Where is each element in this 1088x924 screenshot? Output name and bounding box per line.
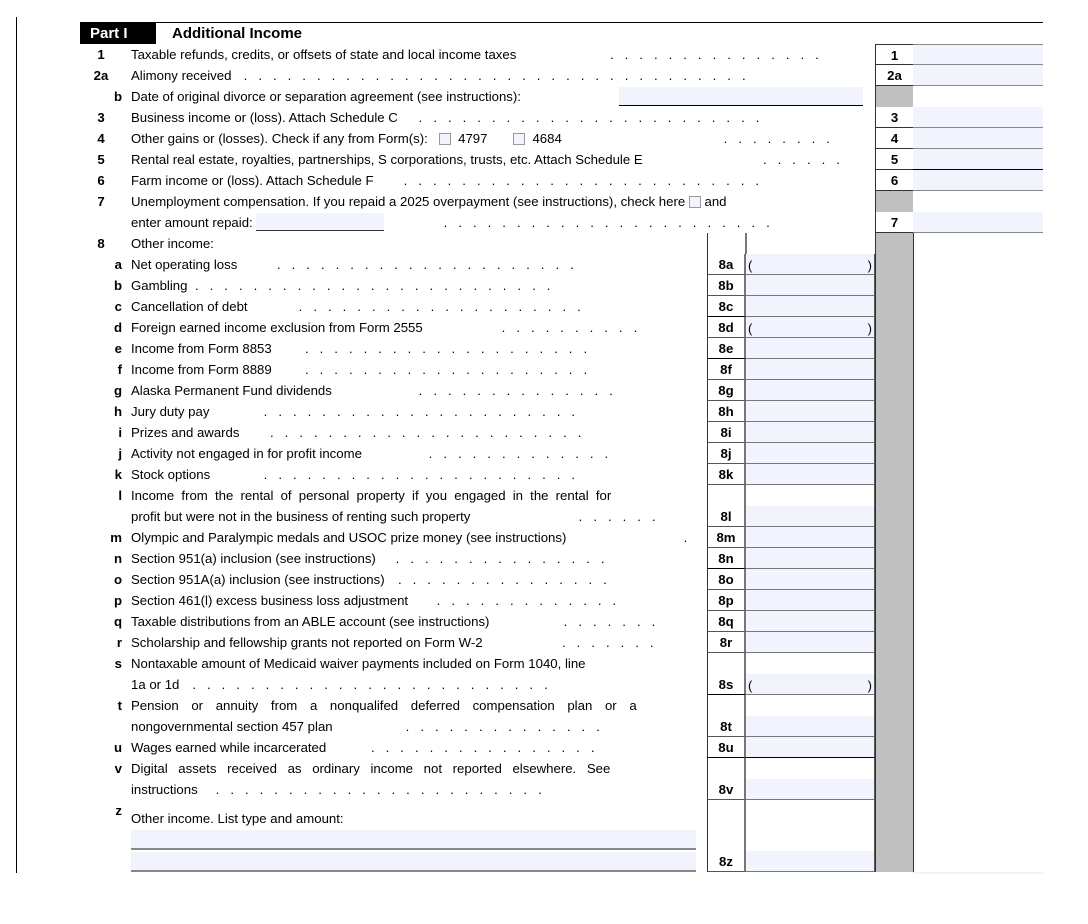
amount-field-8i[interactable] xyxy=(746,422,875,443)
form-4797-checkbox[interactable] xyxy=(439,133,451,145)
leader-dots: . . . . . . . . . . . . . . . . . . . . . . xyxy=(260,404,576,419)
line-1 xyxy=(80,44,875,65)
line-box-8r: 8r xyxy=(707,632,746,653)
line-4 xyxy=(80,128,875,149)
line-5 xyxy=(80,149,875,170)
line-box-8b: 8b xyxy=(707,275,746,296)
leader-dots: . . . . . . . . . . . . . . . xyxy=(392,551,605,566)
amount-field-8b[interactable] xyxy=(746,275,875,296)
line-letter: v xyxy=(114,761,122,776)
leader-dots: . . . . . . . . . . . . . . . . . . . . . . . . . xyxy=(400,173,760,188)
line-number: 5 xyxy=(97,152,105,167)
line-box-8n: 8n xyxy=(707,548,746,569)
amount-field-8a[interactable] xyxy=(746,254,875,275)
line-text: Net operating loss xyxy=(131,257,238,272)
amount-field-8q[interactable] xyxy=(746,611,875,632)
line-letter: r xyxy=(116,635,122,650)
line-3 xyxy=(80,107,875,128)
leader-dots: . . . . . . . . . . . . . . . . . . . . . . . xyxy=(212,782,542,797)
line-box-8k: 8k xyxy=(707,464,746,485)
leader-dots: . . . . . . . . . . . . . . . . . . . . xyxy=(305,362,588,377)
leader-dots: . . . . . . . . . . . . . . . . . . . . . . . . . xyxy=(195,278,551,293)
amount-field-8o[interactable] xyxy=(746,569,875,590)
line-text: Taxable refunds, credits, or offsets of state and local income taxes xyxy=(131,47,517,62)
amount-field-3[interactable] xyxy=(913,107,1043,128)
paren-open: ( xyxy=(748,678,753,693)
line-text-2: nongovernmental section 457 plan xyxy=(131,719,333,734)
line-8 xyxy=(80,233,875,254)
line-box-8q: 8q xyxy=(707,611,746,632)
line-box-8u: 8u xyxy=(707,737,746,758)
leader-dots: . . . . . . . . . . . . . . . . . . . . . . xyxy=(270,425,582,440)
amount-field-8p[interactable] xyxy=(746,590,875,611)
amount-field-4[interactable] xyxy=(913,128,1043,149)
bottom-edge xyxy=(913,872,1043,874)
line-text: Stock options xyxy=(131,467,211,482)
amount-field-8v[interactable] xyxy=(746,758,875,800)
leader-dots: . . . . . . . . . . . . . . . . . . . . . . . . . xyxy=(185,677,548,692)
line-box-8g: 8g xyxy=(707,380,746,401)
form-4684-checkbox[interactable] xyxy=(513,133,525,145)
line-number: 7 xyxy=(97,194,105,209)
amount-field-2a[interactable] xyxy=(913,65,1043,86)
line-text: Scholarship and fellowship grants not reported on Form W-2 xyxy=(131,635,483,650)
line-letter: m xyxy=(110,530,122,545)
line-text-part1: Unemployment compensation. If you repaid a 2025 overpayment (see instructions), check here xyxy=(131,194,686,209)
line-text-part2: and xyxy=(704,194,727,209)
line-number: 2a xyxy=(93,68,109,83)
line-box-8t: 8t xyxy=(707,695,746,737)
line-box-5: 5 xyxy=(875,149,913,170)
line-text: Other income. List type and amount: xyxy=(131,811,344,826)
amount-field-5[interactable] xyxy=(913,149,1043,170)
line-letter: h xyxy=(113,404,122,419)
checkbox-label-4684: 4684 xyxy=(532,131,562,146)
line-text-2: instructions xyxy=(131,782,198,797)
line-letter: c xyxy=(114,299,122,314)
line-letter: a xyxy=(114,257,122,272)
leader-dots: . . . . . . xyxy=(575,509,656,524)
line-2b xyxy=(80,86,875,107)
line-text-second xyxy=(131,212,384,233)
line-letter: l xyxy=(118,488,122,503)
line-box-8e: 8e xyxy=(707,338,746,359)
line-letter: o xyxy=(113,572,122,587)
amount-field-8n[interactable] xyxy=(746,548,875,569)
line-letter: p xyxy=(113,593,122,608)
line-text-2: 1a or 1d xyxy=(131,677,180,692)
line-text-1: Pension or annuity from a nonqualifed deferred compensation plan or a xyxy=(131,698,637,713)
line-text: Section 951A(a) inclusion (see instructions) xyxy=(131,572,385,587)
line-text-1: Income from the rental of personal property if you engaged in the rental for xyxy=(131,488,612,503)
line-box-shaded xyxy=(875,191,913,212)
line-letter: n xyxy=(113,551,122,566)
leader-dots: . . . . . . . . . . . . . . . . . . . . . . . . . . . . . . . . . . . xyxy=(240,68,746,83)
line-box-6: 6 xyxy=(875,170,913,191)
line-letter: s xyxy=(114,656,122,671)
line-text: Cancellation of debt xyxy=(131,299,248,314)
amount-field-8z[interactable] xyxy=(746,800,875,872)
line-letter: t xyxy=(117,698,122,713)
line-text: Jury duty pay xyxy=(131,404,210,419)
line-number: b xyxy=(113,89,122,104)
amount-field-8c[interactable] xyxy=(746,296,875,317)
amount-field-8u[interactable] xyxy=(746,737,875,758)
line-box-8v: 8v xyxy=(707,758,746,800)
paren-open: ( xyxy=(748,258,753,273)
line-text xyxy=(131,191,727,212)
page-margin-rule xyxy=(16,17,17,873)
leader-dots: . . . . . . . . . . . . . . . . . . . . . . xyxy=(260,467,576,482)
paren-close: ) xyxy=(867,321,872,336)
amount-field-8k[interactable] xyxy=(746,464,875,485)
line-letter: k xyxy=(114,467,122,482)
line-box-8f: 8f xyxy=(707,359,746,380)
line-box-8a: 8a xyxy=(707,254,746,275)
column-rule xyxy=(913,233,914,872)
line-text: Olympic and Paralympic medals and USOC prize money (see instructions) xyxy=(131,530,567,545)
line-text: Rental real estate, royalties, partnerships, S corporations, trusts, etc. Attach Schedule E xyxy=(131,152,643,167)
line-text: Wages earned while incarcerated xyxy=(131,740,327,755)
leader-dots: . . . . . . . xyxy=(560,614,656,629)
line-box-8p: 8p xyxy=(707,590,746,611)
line-box-2a: 2a xyxy=(875,65,913,86)
line-text: Prizes and awards xyxy=(131,425,240,440)
line-number: 3 xyxy=(97,110,105,125)
column-rule xyxy=(745,233,747,254)
line-box-8m: 8m xyxy=(707,527,746,548)
line-text-1: Nontaxable amount of Medicaid waiver payments included on Form 1040, line xyxy=(131,656,586,671)
line-box-8s: 8s xyxy=(707,653,746,695)
line-number: 6 xyxy=(97,173,105,188)
line-letter: d xyxy=(113,320,122,335)
line-box-4: 4 xyxy=(875,128,913,149)
repaid-overpayment-checkbox[interactable] xyxy=(689,196,701,208)
line-text-label: Other gains or (losses). Check if any from Form(s): xyxy=(131,131,428,146)
divorce-date-input[interactable] xyxy=(619,87,863,106)
paren-open: ( xyxy=(748,321,753,336)
amount-field-8s[interactable] xyxy=(746,653,875,695)
line-box-8d: 8d xyxy=(707,317,746,338)
line-box-8j: 8j xyxy=(707,443,746,464)
leader-dots: . . . . . . . . . . . . . . xyxy=(402,719,600,734)
amount-field-8e[interactable] xyxy=(746,338,875,359)
leader-dots: . . . . . . . . . . . . . . . . xyxy=(371,740,595,755)
amount-field-8g[interactable] xyxy=(746,380,875,401)
line-7 xyxy=(80,191,875,233)
amount-repaid-input[interactable] xyxy=(256,213,384,231)
line-letter: u xyxy=(113,740,122,755)
part-label: Part I xyxy=(80,23,156,44)
amount-field-8j[interactable] xyxy=(746,443,875,464)
amount-field-8d[interactable] xyxy=(746,317,875,338)
line-box-8i: 8i xyxy=(707,422,746,443)
other-income-list-line-2[interactable] xyxy=(131,852,696,872)
leader-dots: . . . . . . . . . . xyxy=(498,320,638,335)
line-text xyxy=(131,128,562,149)
paren-close: ) xyxy=(867,258,872,273)
line-text: Activity not engaged in for profit income xyxy=(131,446,362,461)
leader-dots: . . . . . . . xyxy=(562,635,654,650)
line-6 xyxy=(80,170,875,191)
column-rule xyxy=(707,233,708,254)
line-text: Income from Form 8889 xyxy=(131,362,272,377)
amount-field-8m[interactable] xyxy=(746,527,875,548)
repaid-label: enter amount repaid: xyxy=(131,215,253,230)
line-text: Alimony received xyxy=(131,68,232,83)
line-text: Farm income or (loss). Attach Schedule F xyxy=(131,173,374,188)
line-box-8l: 8l xyxy=(707,485,746,527)
line-box-shaded xyxy=(875,86,913,107)
leader-dots: . . . . . . . . . . . . . . xyxy=(415,383,613,398)
line-box-1: 1 xyxy=(875,44,913,65)
part-title: Additional Income xyxy=(172,25,303,42)
part-header xyxy=(80,22,1043,44)
amount-field-8l[interactable] xyxy=(746,485,875,527)
line-box-7: 7 xyxy=(875,212,913,233)
line-letter: e xyxy=(114,341,122,356)
leader-dots: . . . . . . . . . . . . . . . . . . . . xyxy=(305,341,588,356)
leader-dots: . . . . . . xyxy=(763,152,840,167)
line-text: Other income: xyxy=(131,236,214,251)
line-text-1: Digital assets received as ordinary income not reported elsewhere. See xyxy=(131,761,611,776)
line-2a xyxy=(80,65,875,86)
line-letter: f xyxy=(117,362,122,377)
leader-dots: . . . . . . . . . . . . . . . . . . . . . xyxy=(277,257,574,272)
leader-dots: . . . . . . . . . . . . . . . . . . . . . . . xyxy=(440,215,770,230)
leader-dots: . . . . . . . . . . . . . xyxy=(425,446,609,461)
line-number: 1 xyxy=(97,47,105,62)
leader-dots: . . . . . . . . . . . . . . . . . . . . . . . . xyxy=(415,110,760,125)
other-income-list-line-1[interactable] xyxy=(131,830,696,850)
line-box-8c: 8c xyxy=(707,296,746,317)
line-text: Alaska Permanent Fund dividends xyxy=(131,383,332,398)
line-text: Income from Form 8853 xyxy=(131,341,272,356)
line-letter: i xyxy=(118,425,122,440)
line-text: Section 461(l) excess business loss adjustment xyxy=(131,593,409,608)
leader-dots: . xyxy=(680,530,688,545)
leader-dots: . . . . . . . . . . . . . xyxy=(433,593,617,608)
shaded-column xyxy=(875,233,913,872)
line-letter: z xyxy=(115,803,122,818)
line-letter: q xyxy=(113,614,122,629)
amount-field-6[interactable] xyxy=(913,170,1043,191)
amount-field-8t[interactable] xyxy=(746,695,875,737)
leader-dots: . . . . . . . . xyxy=(720,131,830,146)
amount-field-8f[interactable] xyxy=(746,359,875,380)
line-box-8o: 8o xyxy=(707,569,746,590)
line-text: Taxable distributions from an ABLE account (see instructions) xyxy=(131,614,490,629)
amount-field-1[interactable] xyxy=(913,44,1043,65)
line-text: Foreign earned income exclusion from Form 2555 xyxy=(131,320,423,335)
line-letter: j xyxy=(118,446,122,461)
line-letter: g xyxy=(113,383,122,398)
leader-dots: . . . . . . . . . . . . . . . . . . . . xyxy=(295,299,581,314)
leader-dots: . . . . . . . . . . . . . . . xyxy=(398,572,607,587)
line-box-3: 3 xyxy=(875,107,913,128)
amount-field-8r[interactable] xyxy=(746,632,875,653)
amount-field-8h[interactable] xyxy=(746,401,875,422)
line-number: 8 xyxy=(97,236,105,251)
line-number: 4 xyxy=(97,131,105,146)
paren-close: ) xyxy=(867,678,872,693)
line-text-2: profit but were not in the business of renting such property xyxy=(131,509,471,524)
line-text: Date of original divorce or separation agreement (see instructions): xyxy=(131,89,521,104)
line-text: Business income or (loss). Attach Schedule C xyxy=(131,110,398,125)
line-letter: b xyxy=(113,278,122,293)
line-text: Gambling xyxy=(131,278,188,293)
line-box-8z: 8z xyxy=(707,800,746,872)
line-text: Section 951(a) inclusion (see instructions) xyxy=(131,551,376,566)
amount-field-7[interactable] xyxy=(913,212,1043,233)
checkbox-label-4797: 4797 xyxy=(458,131,488,146)
leader-dots: . . . . . . . . . . . . . . . xyxy=(610,47,819,62)
line-box-8h: 8h xyxy=(707,401,746,422)
